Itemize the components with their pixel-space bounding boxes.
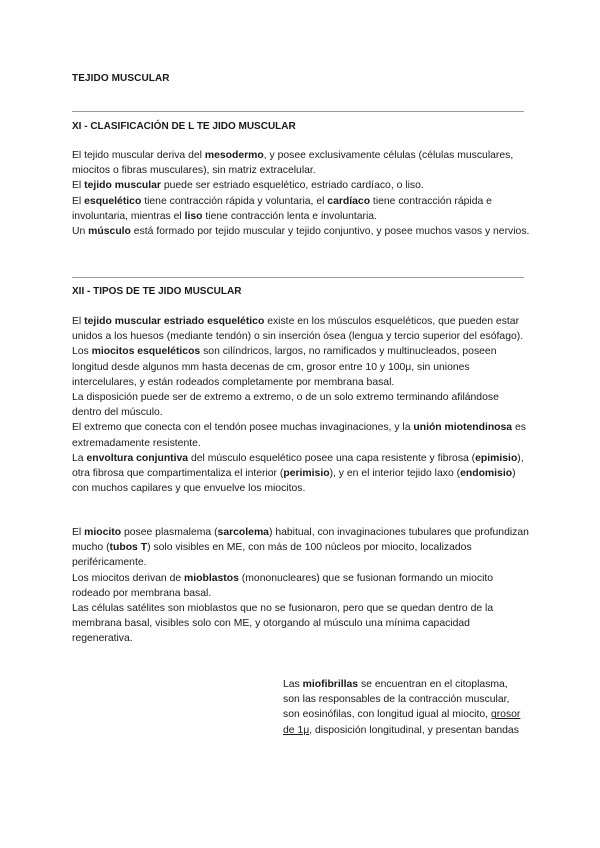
- bold-term: unión miotendinosa: [413, 422, 513, 434]
- bold-term: epimisio: [475, 452, 518, 464]
- bold-term: sarcolema: [217, 527, 269, 538]
- text-run: ), otra fibrosa que compartimentaliza el interior (: [72, 452, 524, 480]
- text-run: El extremo que conecta con el tendón posee muchas invaginaciones, y la: [72, 422, 414, 434]
- section-divider: [72, 277, 524, 278]
- text-run: ) habitual, con invaginaciones tubulares que profundizan mucho (: [72, 527, 529, 554]
- text-run: Las células satélites son mioblastos que no se fusionaron, pero que se quedan dentro de la membrana basal, visibles solo con ME, y otorgando al músculo una mínima capacidad regenerativa.: [72, 603, 494, 645]
- bold-term: cardíaco: [327, 195, 371, 207]
- bold-term: tubos T: [109, 542, 148, 554]
- bold-term: envoltura conjuntiva: [86, 452, 189, 464]
- paragraph: [72, 420, 530, 450]
- text-run: ), y en el interior tejido laxo (: [329, 468, 461, 480]
- text-run: (mononucleares) que se fusionan formando un miocito rodeado por membrana basal.: [72, 572, 494, 599]
- paragraph: [72, 390, 530, 420]
- miofibrillas-text-box: [283, 677, 521, 738]
- section-divider: [72, 111, 524, 112]
- paragraph: [72, 178, 530, 193]
- bold-term: miocitos esqueléticos: [91, 346, 201, 358]
- bold-term: endomisio: [460, 468, 513, 480]
- bold-term: mesodermo: [204, 150, 264, 161]
- text-run: , y posee exclusivamente células (células musculares, miocitos o fibras musculares), sin matriz extracelular.: [72, 150, 514, 177]
- bold-term: miocito: [84, 527, 122, 538]
- paragraph: [72, 525, 530, 571]
- text-run: , disposición longitudinal, y presentan bandas: [309, 724, 519, 736]
- paragraph: [72, 148, 530, 178]
- bold-term: perimisio: [283, 468, 330, 480]
- underlined-text: grosor de 1μ: [283, 709, 521, 736]
- paragraph: [72, 571, 530, 601]
- text-run: tiene contracción lenta e involuntaria.: [202, 210, 377, 222]
- section-heading-xi: XI - CLASIFICACIÓN DE L TE JIDO MUSCULAR: [72, 121, 296, 132]
- bold-term: músculo: [88, 226, 131, 238]
- section-xii-body: [72, 314, 530, 496]
- text-run: El: [72, 527, 85, 538]
- text-run: El tejido muscular deriva del: [72, 150, 205, 161]
- paragraph: [72, 224, 530, 239]
- text-run: existe en los músculos esqueléticos, que pueden estar unidos a los huesos (mediante tendón) o sin inserción ósea (lengua y tercio superior del esófago).: [72, 316, 524, 343]
- text-run: posee plasmalema (: [121, 527, 218, 538]
- bold-term: tejido muscular: [84, 180, 161, 192]
- text-run: Las: [283, 679, 303, 690]
- paragraph: [72, 451, 530, 497]
- paragraph: [72, 314, 530, 344]
- section-xii-body-2: [72, 525, 530, 647]
- text-run: ) con muchos capilares y que envuelve los miocitos.: [72, 468, 516, 495]
- text-run: El: [72, 180, 85, 192]
- text-run: tiene contracción rápida y voluntaria, el: [141, 195, 328, 207]
- paragraph: [72, 601, 530, 647]
- paragraph: [72, 194, 530, 224]
- text-run: tiene contracción rápida e involuntaria, mientras el: [72, 195, 492, 222]
- document-title: TEJIDO MUSCULAR: [72, 73, 170, 84]
- bold-term: mioblastos: [184, 572, 239, 584]
- text-run: Un: [72, 226, 89, 238]
- text-run: ) solo visibles en ME, con más de 100 núcleos por miocito, localizados periféricamente.: [72, 542, 472, 569]
- paragraph: [283, 677, 521, 738]
- text-run: es extremadamente resistente.: [72, 422, 526, 449]
- paragraph: [72, 344, 530, 390]
- section-heading-xii: XII - TIPOS DE TE JIDO MUSCULAR: [72, 286, 242, 297]
- bold-term: tejido muscular estriado esquelético: [84, 316, 265, 327]
- section-xi-body: [72, 148, 530, 239]
- text-run: Los: [72, 346, 92, 358]
- bold-term: miofibrillas: [302, 679, 359, 690]
- text-run: son cilíndricos, largos, no ramificados y multinucleados, poseen longitud desde algunos mm hasta decenas de cm, grosor entre 10 y 100μ, sin uniones intercelulares, y están rodeados completamente por membrana basal.: [72, 346, 497, 388]
- text-run: La: [72, 452, 87, 464]
- text-run: está formado por tejido muscular y tejido conjuntivo, y posee muchos vasos y nervios.: [130, 226, 530, 238]
- text-run: del músculo esquelético posee una capa resistente y fibrosa (: [188, 452, 476, 464]
- text-run: se encuentran en el citoplasma, son las responsables de la contracción muscular, son eosinófilas, con longitud igual al miocito,: [283, 679, 510, 721]
- text-run: El: [72, 316, 85, 327]
- text-run: puede ser estriado esquelético, estriado cardíaco, o liso.: [160, 180, 424, 192]
- bold-term: liso: [184, 210, 203, 222]
- bold-term: esquelético: [84, 195, 142, 207]
- text-run: Los miocitos derivan de: [72, 572, 185, 584]
- text-run: La disposición puede ser de extremo a extremo, o de un solo extremo terminando afilándose dentro del músculo.: [72, 392, 499, 419]
- text-run: El: [72, 195, 85, 207]
